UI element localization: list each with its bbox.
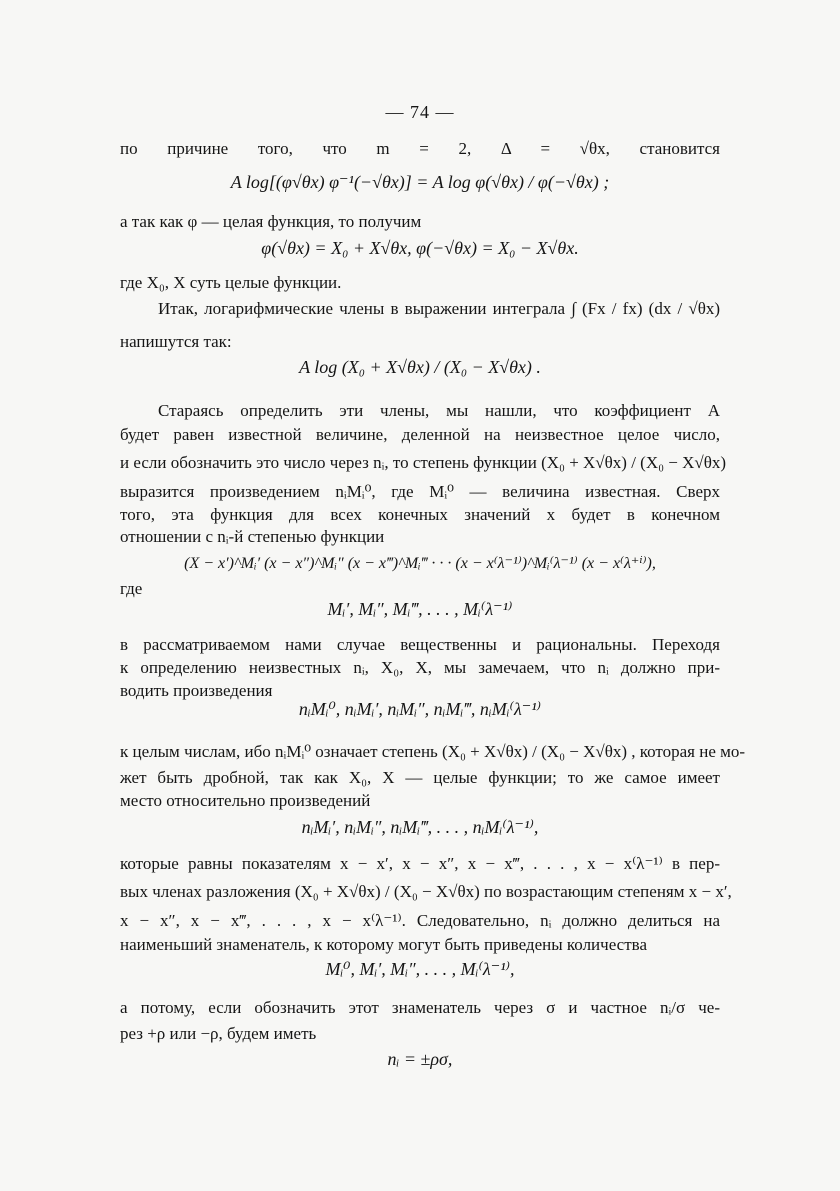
text-line-15: водить произведения [120, 681, 273, 700]
formula-product: (X − x′)^Mᵢ′ (x − x″)^Mᵢ″ (x − x‴)^Mᵢ‴ · · · (x − x⁽λ⁻¹⁾)^Mᵢ⁽λ⁻¹⁾ (x − x⁽λ⁺ⁱ⁾), [184, 555, 656, 572]
text-line-3: где X₀, X суть целые функции. [120, 273, 342, 292]
formula-m-list-2: Mᵢ⁰, Mᵢ′, Mᵢ″, . . . , Mᵢ⁽λ⁻¹⁾, [325, 959, 515, 979]
text-line-14: к определению неизвестных nᵢ, X₀, X, мы замечаем, что nᵢ должно при- [120, 658, 720, 677]
text-line-8: и если обозначить это число через nᵢ, то степень функции (X₀ + X√θx) / (X₀ − X√θx) [120, 453, 727, 472]
formula-phi-values: φ(√θx) = X₀ + X√θx, φ(−√θx) = X₀ − X√θx. [261, 238, 579, 258]
formula-n-products-2: nᵢMᵢ′, nᵢMᵢ″, nᵢMᵢ‴, . . . , nᵢMᵢ⁽λ⁻¹⁾, [301, 817, 539, 837]
text-line-10: того, эта функция для всех конечных значений x будет в конечном [120, 505, 720, 524]
text-line-1: по причине того, что m = 2, Δ = √θx, становится [120, 139, 720, 158]
text-line-7: будет равен известной величине, деленной на неизвестное целое число, [120, 425, 720, 444]
text-line-11: отношении с nᵢ-й степенью функции [120, 527, 385, 546]
text-line-21: x − x″, x − x‴, . . . , x − x⁽λ⁻¹⁾. Следовательно, nᵢ должно делиться на [120, 911, 720, 930]
formula-log-phi: A log[(φ√θx) φ⁻¹(−√θx)] = A log φ(√θx) / φ(−√θx) ; [230, 172, 610, 192]
text-line-12: где [120, 579, 143, 598]
text-line-9: выразится произведением nᵢMᵢ⁰, где Mᵢ⁰ — величина известная. Сверх [120, 482, 720, 501]
text-line-6: Стараясь определить эти члены, мы нашли, что коэффициент A [158, 401, 720, 420]
text-line-16: к целым числам, ибо nᵢMᵢ⁰ означает степень (X₀ + X√θx) / (X₀ − X√θx) , которая не мо- [120, 742, 746, 761]
text-line-5: напишутся так: [120, 332, 232, 351]
text-line-4: Итак, логарифмические члены в выражении интеграла ∫ (Fx / fx) (dx / √θx) [158, 299, 720, 318]
formula-n-equals: nᵢ = ±ρσ, [387, 1049, 453, 1069]
text-line-19: которые равны показателям x − x′, x − x″, x − x‴, . . . , x − x⁽λ⁻¹⁾ в пер- [120, 854, 720, 873]
formula-m-list: Mᵢ′, Mᵢ″, Mᵢ‴, . . . , Mᵢ⁽λ⁻¹⁾ [327, 599, 513, 619]
text-line-18: место относительно произведений [120, 791, 371, 810]
text-line-22: наименьший знаменатель, к которому могут быть приведены количества [120, 935, 647, 954]
text-line-17: жет быть дробной, так как X₀, X — целые функции; то же самое имеет [120, 768, 720, 787]
text-line-23: а потому, если обозначить этот знаменатель через σ и частное nᵢ/σ че- [120, 998, 720, 1017]
formula-n-products: nᵢMᵢ⁰, nᵢMᵢ′, nᵢMᵢ″, nᵢMᵢ‴, nᵢMᵢ⁽λ⁻¹⁾ [298, 699, 542, 719]
page-number: — 74 — [385, 102, 455, 122]
text-line-24: рез +ρ или −ρ, будем иметь [120, 1024, 317, 1043]
text-line-13: в рассматриваемом нами случае вещественны и рациональны. Переходя [120, 635, 720, 654]
text-line-2: а так как φ — целая функция, то получим [120, 212, 422, 231]
text-line-20: вых членах разложения (X₀ + X√θx) / (X₀ − X√θx) по возрастающим степеням x − x′, [120, 882, 732, 901]
formula-log-terms: A log (X₀ + X√θx) / (X₀ − X√θx) . [299, 357, 541, 377]
